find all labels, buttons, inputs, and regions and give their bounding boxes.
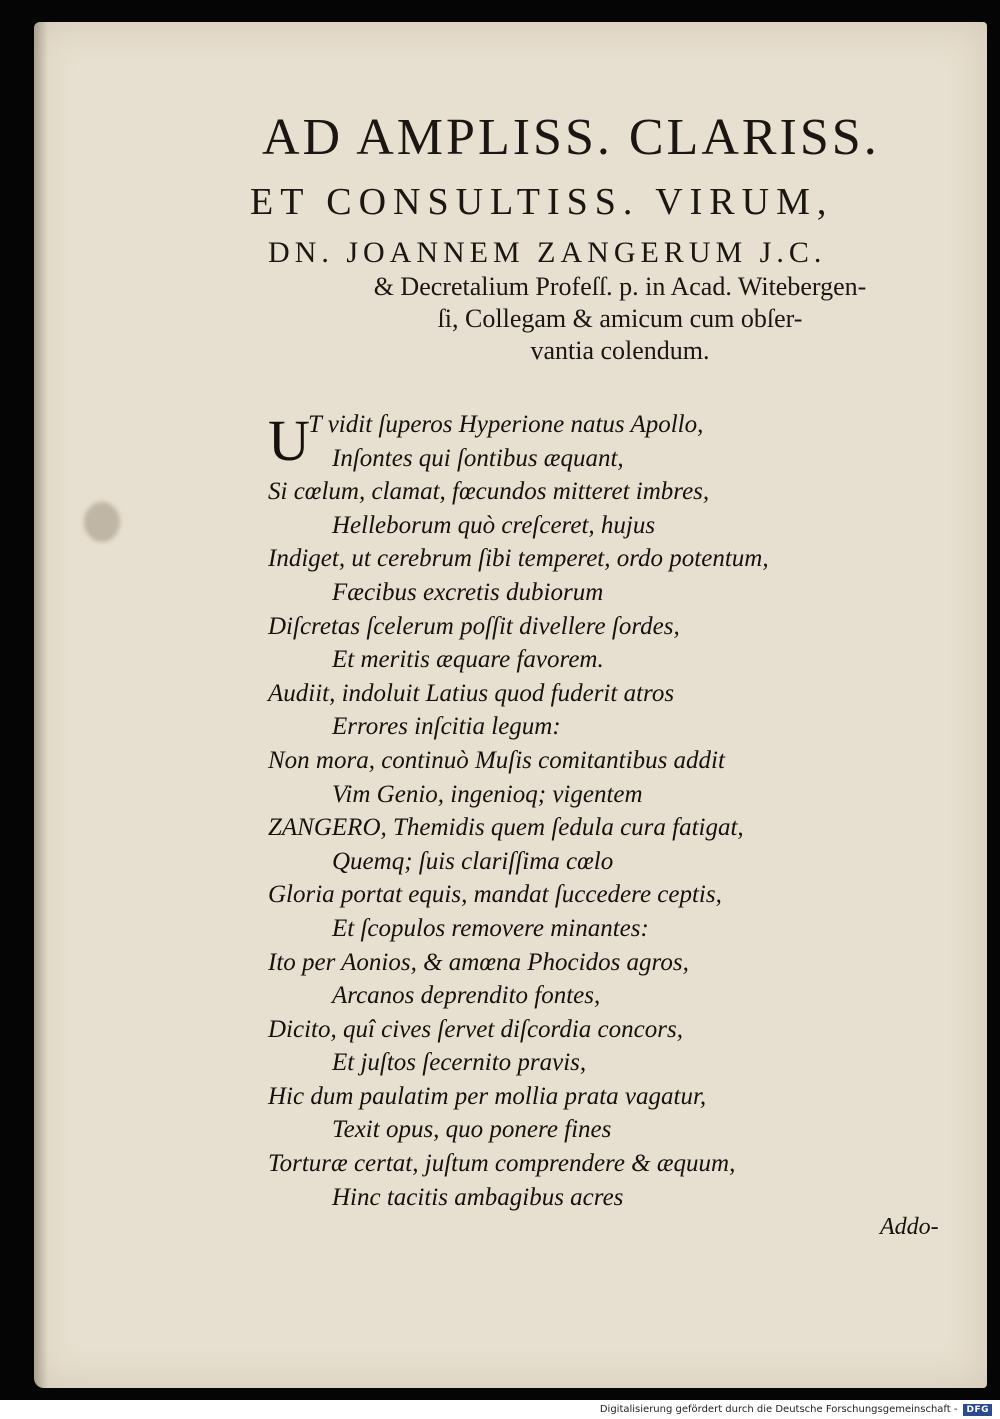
poem-line: Indiget, ut cerebrum ſibi temperet, ordo potentum, bbox=[268, 545, 769, 573]
poem-line: Si cœlum, clamat, fœcundos mitteret imbres, bbox=[268, 478, 710, 506]
heading-line-2: ET CONSULTISS. VIRUM, bbox=[250, 181, 834, 223]
heading-line-3: DN. JOANNEM ZANGERUM J.C. bbox=[268, 236, 827, 269]
poem-line: Inſontes qui ſontibus æquant, bbox=[332, 444, 624, 472]
poem-line: Et ſcopulos removere minantes: bbox=[332, 914, 649, 942]
poem-line: Torturæ certat, juſtum comprendere & æquum, bbox=[268, 1150, 736, 1178]
poem-line: Non mora, continuò Muſis comitantibus addit bbox=[268, 746, 725, 774]
dedication-line-2: ſi, Collegam & amicum cum obſer- bbox=[437, 304, 803, 333]
catchword: Addo- bbox=[880, 1214, 939, 1240]
poem-line: Dicito, quî cives ſervet diſcordia concors, bbox=[268, 1015, 683, 1043]
poem-line: Arcanos deprendito fontes, bbox=[332, 982, 601, 1010]
poem-line: Vim Genio, ingenioq; vigentem bbox=[332, 780, 643, 808]
poem-line: Quemq; ſuis clariſſima cœlo bbox=[332, 847, 614, 875]
page-stain bbox=[84, 502, 120, 542]
footer-credit: Digitalisierung gefördert durch die Deutsche Forschungsgemeinschaft - bbox=[599, 1404, 958, 1415]
poem-line: Errores inſcitia legum: bbox=[332, 713, 561, 741]
dedication-line-3: vantia colendum. bbox=[530, 336, 710, 365]
poem-line: Et juſtos ſecernito pravis, bbox=[332, 1049, 587, 1077]
poem-line: Hinc tacitis ambagibus acres bbox=[332, 1183, 624, 1211]
poem-line: Hic dum paulatim per mollia prata vagatur, bbox=[268, 1082, 707, 1110]
poem-line: Gloria portat equis, mandat ſuccedere ceptis, bbox=[268, 881, 722, 909]
poem-line-text: T vidit ſuperos Hyperione natus Apollo, bbox=[308, 411, 704, 438]
footer-bar bbox=[0, 1400, 1000, 1419]
poem-line: Et meritis æquare favorem. bbox=[332, 646, 604, 674]
poem-line: ZANGERO, Themidis quem ſedula cura fatigat, bbox=[268, 814, 744, 842]
heading-line-1: AD AMPLISS. CLARISS. bbox=[262, 109, 880, 166]
drop-cap: U bbox=[268, 408, 310, 473]
poem-line: Ito per Aonios, & amœna Phocidos agros, bbox=[268, 948, 689, 976]
poem-line: Audiit, indoluit Latius quod fuderit atros bbox=[268, 679, 675, 707]
poem-body bbox=[268, 408, 908, 1214]
dfg-logo-icon[interactable]: DFG bbox=[963, 1404, 992, 1416]
poem-line: Texit opus, quo ponere fines bbox=[332, 1116, 612, 1144]
dedication-line-1: & Decretalium Profeſſ. p. in Acad. Witebergen- bbox=[373, 272, 867, 301]
poem-line: Helleborum quò creſceret, hujus bbox=[332, 511, 656, 539]
poem-line: Diſcretas ſcelerum poſſit divellere ſordes, bbox=[268, 612, 680, 640]
poem-line: Fæcibus excretis dubiorum bbox=[332, 578, 604, 606]
